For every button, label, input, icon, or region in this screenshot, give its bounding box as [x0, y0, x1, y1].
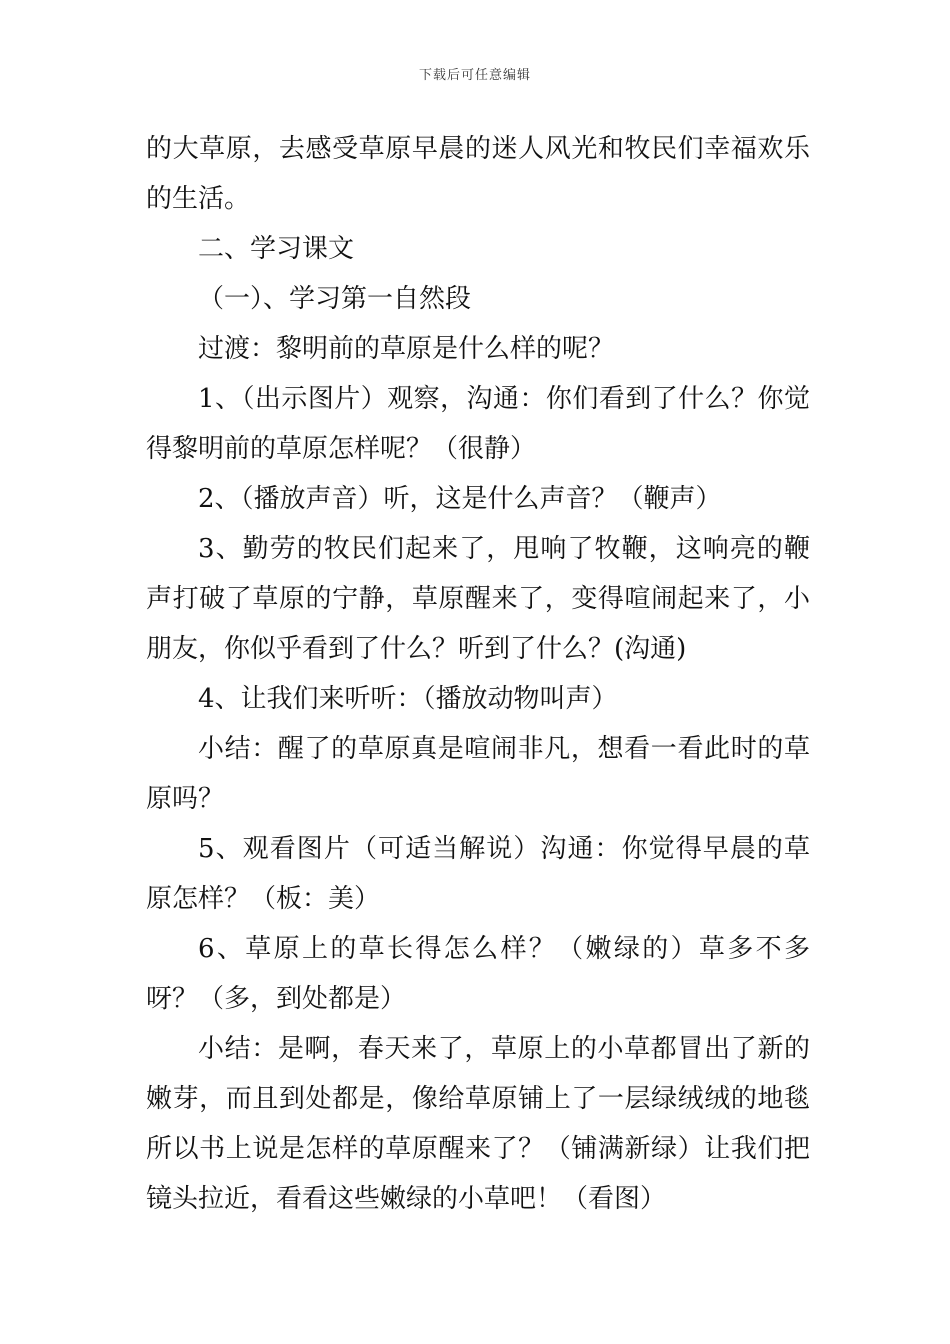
paragraph-summary-1: 小结：醒了的草原真是喧闹非凡，想看一看此时的草原吗？ [146, 734, 810, 814]
paragraph-summary-2: 小结：是啊，春天来了，草原上的小草都冒出了新的嫩芽，而且到处都是，像给草原铺上了一层绿绒绒的地毯所以书上说是怎样的草原醒来了？（铺满新绿）让我们把镜头拉近，看看这些嫩绿的小草吧！（看图） [146, 1034, 810, 1214]
paragraph-step-1: 1、（出示图片）观察，沟通：你们看到了什么？你觉得黎明前的草原怎样呢？（很静） [146, 384, 810, 464]
page-header: 下载后可任意编辑 [418, 68, 531, 83]
paragraph-step-4: 4、让我们来听听：（播放动物叫声） [198, 684, 618, 714]
paragraph-intro-continued: 的大草原，去感受草原早晨的迷人风光和牧民们幸福欢乐的生活。 [146, 134, 810, 214]
document-body [146, 124, 810, 1224]
paragraph-step-2: 2、（播放声音）听，这是什么声音？（鞭声） [198, 484, 722, 514]
subsection-heading-first-paragraph: （一）、学习第一自然段 [198, 284, 472, 314]
paragraph-transition: 过渡：黎明前的草原是什么样的呢？ [198, 334, 615, 364]
section-heading-learn-text: 二、学习课文 [198, 234, 355, 264]
paragraph-step-3: 3、勤劳的牧民们起来了，甩响了牧鞭，这响亮的鞭声打破了草原的宁静，草原醒来了，变得喧闹起来了，小朋友，你似乎看到了什么？听到了什么？(沟通) [146, 534, 810, 664]
paragraph-step-6: 6、草原上的草长得怎么样？（嫩绿的）草多不多呀？（多，到处都是） [146, 934, 810, 1014]
paragraph-step-5: 5、观看图片（可适当解说）沟通：你觉得早晨的草原怎样？（板：美） [146, 834, 810, 914]
